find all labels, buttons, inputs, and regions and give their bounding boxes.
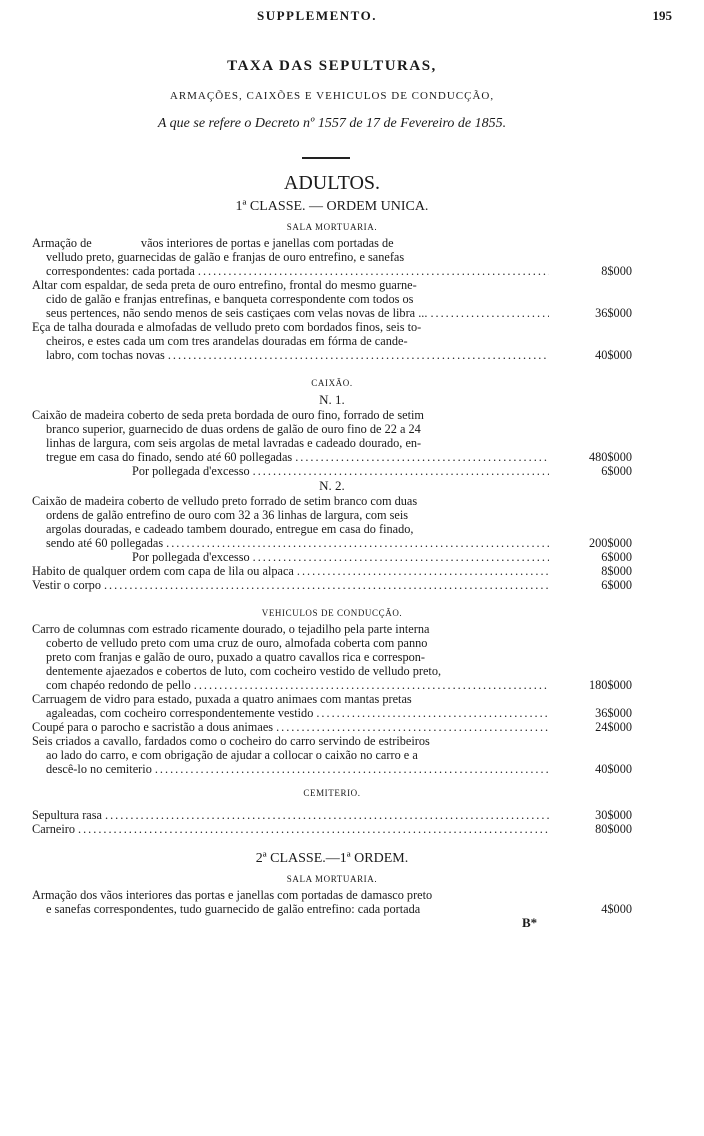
dot-leader (430, 306, 549, 320)
dot-leader (297, 564, 549, 578)
price: 8$000 (601, 264, 632, 278)
entry-text: seus pertences, não sendo menos de seis castiçaes com velas novas de libra ... (46, 306, 428, 320)
document-subtitle: ARMAÇÕES, CAIXÕES E VEHICULOS DE CONDUCÇÃO, (169, 90, 495, 102)
sala-mortuaria-2-heading: SALA MORTUARIA. (286, 874, 378, 884)
price: 30$000 (595, 808, 632, 822)
entry-text-line (32, 494, 632, 508)
entry-price-line (32, 306, 632, 320)
excess-label: Por pollegada d'excesso (132, 464, 250, 478)
entry-price-line (32, 902, 632, 916)
dot-leader (105, 808, 549, 822)
entry-text: e sanefas correspondentes, tudo guarnecido de galão entrefino: cada portada (46, 902, 421, 916)
entry-price-line (32, 678, 632, 692)
item-label: Habito de qualquer ordem com capa de lila ou alpaca (32, 564, 294, 578)
dot-leader (168, 348, 549, 362)
entry-text: Eça de talha dourada e almofadas de velludo preto com bordados finos, seis to- (32, 320, 422, 334)
entry-text: descê-lo no cemiterio (46, 762, 152, 776)
caixao-n2-entry (32, 494, 632, 550)
entry-text-line (32, 522, 632, 536)
item-number-1: N. 1. (319, 392, 345, 407)
entry-text: com chapéo redondo de pello (46, 678, 191, 692)
n2-excess-row (32, 550, 632, 564)
entry-text: Seis criados a cavallo, fardados como o cocheiro do carro servindo de estribeiros (32, 734, 430, 748)
price: 36$000 (595, 306, 632, 320)
running-title: SUPPLEMENTO. (257, 8, 377, 23)
entry-text: cheiros, e estes cada um com tres arandelas douradas em fórma de cande- (46, 334, 408, 348)
entry-text-line (32, 436, 632, 450)
entry-text: Carruagem de vidro para estado, puxada a quatro animaes com mantas pretas (32, 692, 412, 706)
price: 40$000 (595, 762, 632, 776)
entry-text-line (32, 292, 632, 306)
price: 24$000 (595, 720, 632, 734)
dot-leader (253, 550, 549, 564)
entry-text-line (32, 888, 632, 902)
dot-leader (276, 720, 549, 734)
entry-text-line (32, 320, 632, 334)
caixao-n1-entry (32, 408, 632, 464)
price: 6$000 (601, 464, 632, 478)
price: 480$000 (588, 450, 632, 464)
divider-rule (302, 157, 350, 159)
item-label: Vestir o corpo (32, 578, 101, 592)
entry-text: ao lado do carro, e com obrigação de ajudar a collocar o caixão no carro e a (46, 748, 418, 762)
entry-text: argolas douradas, e cadeado tambem dourado, entregue em casa do finado, (46, 522, 414, 536)
dot-leader (253, 464, 549, 478)
tariff-body (32, 170, 632, 936)
price: 200$000 (588, 536, 632, 550)
entry-text: coberto de velludo preto com uma cruz de ouro, almofada coberta com panno (46, 636, 428, 650)
entry-text: Caixão de madeira coberto de seda preta bordada de ouro fino, forrado de setim (32, 408, 424, 422)
entry-text-line (32, 664, 632, 678)
entry-price-line (32, 264, 632, 278)
entry-text: ordens de galão entrefino de ouro com 32 a 36 linhas de largura, com seis (46, 508, 409, 522)
dot-leader (166, 536, 549, 550)
entry-text-line (32, 508, 632, 522)
entry-text: dentemente ajaezados e cobertos de luto, com cocheiro vestido de velludo preto, (46, 664, 442, 678)
sala-mortuaria-heading: SALA MORTUARIA. (286, 222, 378, 232)
item-label: Carneiro (32, 822, 76, 836)
class-2-heading: 2ª CLASSE.—1ª ORDEM. (255, 851, 409, 866)
entry-text-line (32, 334, 632, 348)
entry-text-line (32, 636, 632, 650)
sepultura-row (32, 808, 632, 822)
dot-leader (194, 678, 549, 692)
item-number-2: N. 2. (319, 478, 345, 493)
price: 6$000 (601, 550, 632, 564)
price: 4$000 (601, 902, 632, 916)
price: 40$000 (595, 348, 632, 362)
signature-mark: B* (522, 915, 538, 930)
price: 180$000 (588, 678, 632, 692)
entry-text: tregue em casa do finado, sendo até 60 pollegadas (46, 450, 293, 464)
entry-price-line (32, 762, 632, 776)
entry-text-line (32, 250, 632, 264)
decree-reference: A que se refere o Decreto nº 1557 de 17 de Fevereiro de 1855. (157, 116, 507, 131)
price: 8$000 (601, 564, 632, 578)
dot-leader (295, 450, 549, 464)
habito-row (32, 564, 632, 578)
price: 36$000 (595, 706, 632, 720)
section-adultos: ADULTOS. (283, 172, 381, 194)
running-head (32, 8, 672, 26)
entry-text: Coupé para o parocho e sacristão a dous animaes (32, 720, 274, 734)
entry-text-line (32, 748, 632, 762)
entry-text: branco superior, guarnecido de duas ordens de galão de ouro fino de 22 a 24 (46, 422, 421, 436)
dot-leader (316, 706, 549, 720)
entry-text: Armação dos vãos interiores das portas e janellas com portadas de damasco preto (32, 888, 433, 902)
entry-text-line (32, 408, 632, 422)
entry-text: Altar com espaldar, de seda preta de ouro entrefino, frontal do mesmo guarne- (32, 278, 417, 292)
entry-text-line (32, 650, 632, 664)
entry-price-line (32, 348, 632, 362)
entry-text: Armação de vãos interiores de portas e janellas com portadas de (32, 236, 394, 250)
vehiculos-heading: VEHICULOS DE CONDUCÇÃO. (261, 608, 403, 618)
entry-text: sendo até 60 pollegadas (46, 536, 164, 550)
price: 80$000 (595, 822, 632, 836)
dot-leader (78, 822, 549, 836)
dot-leader (155, 762, 549, 776)
vestir-row (32, 578, 632, 592)
n1-excess-row (32, 464, 632, 478)
entry-text-line (32, 278, 632, 292)
vehiculos-list (32, 622, 632, 776)
entry-text: labro, com tochas novas (46, 348, 165, 362)
entry-text-line (32, 622, 632, 636)
entry-text: agaleadas, com cocheiro correspondentemente vestido (46, 706, 314, 720)
sala-mortuaria-list (32, 236, 632, 362)
page-number: 195 (652, 8, 672, 23)
entry-text: cido de galão e franjas entrefinas, e banqueta correspondente com todos os (46, 292, 414, 306)
item-label: Sepultura rasa (32, 808, 102, 822)
class-1-heading: 1ª CLASSE. — ORDEM UNICA. (235, 199, 429, 214)
entry-price-line (32, 706, 632, 720)
entry-text: velludo preto, guarnecidas de galão e franjas de ouro entrefino, e sanefas (46, 250, 405, 264)
dot-leader (104, 578, 549, 592)
entry-text-line (32, 236, 632, 250)
dot-leader (198, 264, 549, 278)
excess-label: Por pollegada d'excesso (132, 550, 250, 564)
entry-text: preto com franjas e galão de ouro, puxado a quatro cavallos rica e correspon- (46, 650, 425, 664)
entry-text: linhas de largura, com seis argolas de metal lavradas e cadeado dourado, en- (46, 436, 422, 450)
classe2-entry (32, 888, 632, 916)
carneiro-row (32, 822, 632, 836)
entry-text-line (32, 422, 632, 436)
entry-text: Caixão de madeira coberto de velludo preto forrado de setim branco com duas (32, 494, 418, 508)
price: 6$000 (601, 578, 632, 592)
entry-text-line (32, 692, 632, 706)
document-title: TAXA DAS SEPULTURAS, (227, 58, 437, 74)
entry-price-line (32, 720, 632, 734)
entry-price-line (32, 450, 632, 464)
entry-text-line (32, 734, 632, 748)
caixao-heading: CAIXÃO. (311, 378, 353, 388)
entry-price-line (32, 536, 632, 550)
entry-text: correspondentes: cada portada (46, 264, 195, 278)
entry-text: Carro de columnas com estrado ricamente dourado, o tejadilho pela parte interna (32, 622, 430, 636)
cemiterio-heading: CEMITERIO. (303, 788, 361, 798)
